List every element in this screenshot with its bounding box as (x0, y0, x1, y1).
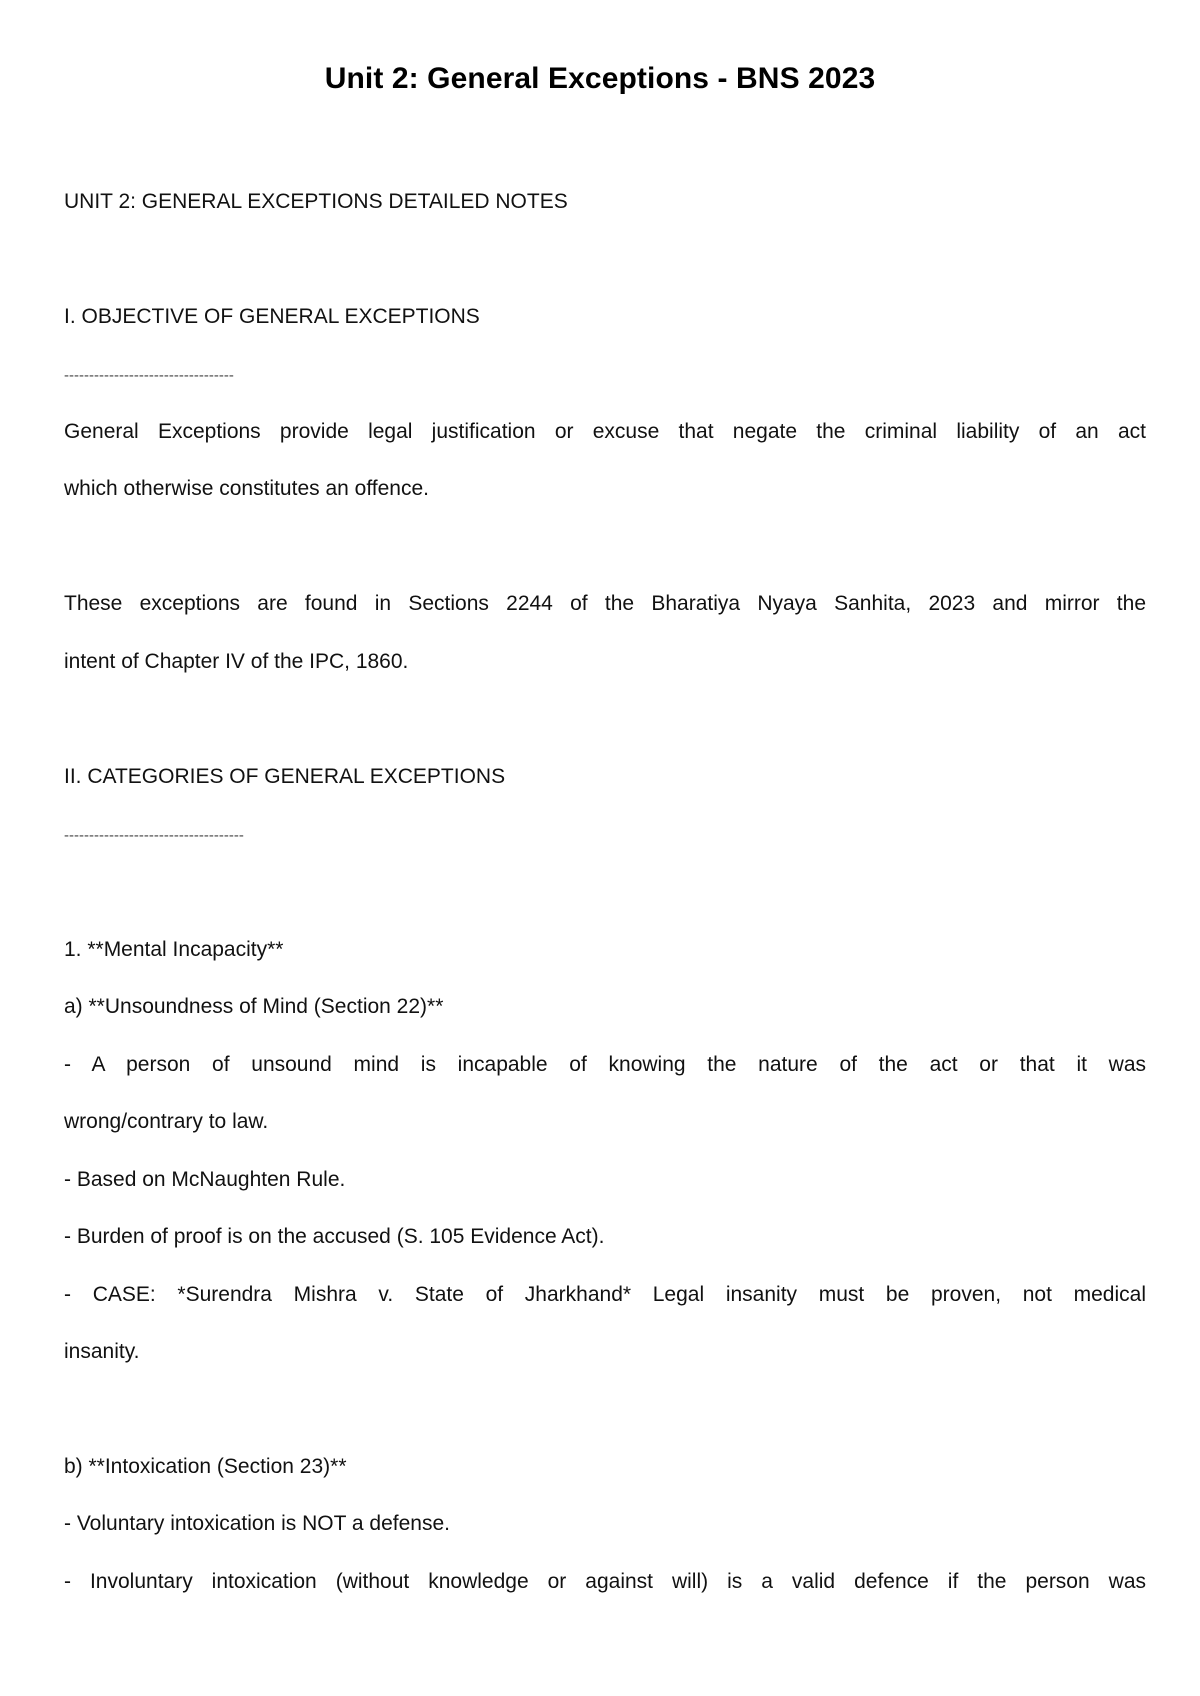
bullet-line: - A person of unsound mind is incapable of knowing the nature of the act or that it was (64, 1053, 1146, 1076)
bullet-line: - Based on McNaughten Rule. (64, 1168, 346, 1191)
section-divider: ---------------------------------- (64, 367, 234, 384)
sub-item-heading: b) **Intoxication (Section 23)** (64, 1455, 347, 1478)
notes-subtitle: UNIT 2: GENERAL EXCEPTIONS DETAILED NOTES (64, 190, 568, 213)
bullet-line: insanity. (64, 1340, 140, 1363)
bullet-line: - CASE: *Surendra Mishra v. State of Jharkhand* Legal insanity must be proven, not medical (64, 1283, 1146, 1306)
paragraph-line: General Exceptions provide legal justification or excuse that negate the criminal liability of an act (64, 420, 1146, 443)
bullet-line: - Burden of proof is on the accused (S. 105 Evidence Act). (64, 1225, 605, 1248)
section-heading-objective: I. OBJECTIVE OF GENERAL EXCEPTIONS (64, 305, 480, 328)
bullet-line: - Voluntary intoxication is NOT a defense. (64, 1512, 450, 1535)
document-title: Unit 2: General Exceptions - BNS 2023 (324, 62, 876, 95)
paragraph-line: These exceptions are found in Sections 2244 of the Bharatiya Nyaya Sanhita, 2023 and mirror the (64, 592, 1146, 615)
sub-item-heading: a) **Unsoundness of Mind (Section 22)** (64, 995, 444, 1018)
section-heading-categories: II. CATEGORIES OF GENERAL EXCEPTIONS (64, 765, 506, 788)
list-item-heading: 1. **Mental Incapacity** (64, 938, 284, 961)
section-divider: ------------------------------------ (64, 827, 244, 844)
paragraph-line: which otherwise constitutes an offence. (64, 477, 429, 500)
bullet-line: wrong/contrary to law. (64, 1110, 269, 1133)
bullet-line: - Involuntary intoxication (without knowledge or against will) is a valid defence if the person was (64, 1570, 1146, 1593)
paragraph-line: intent of Chapter IV of the IPC, 1860. (64, 650, 409, 673)
